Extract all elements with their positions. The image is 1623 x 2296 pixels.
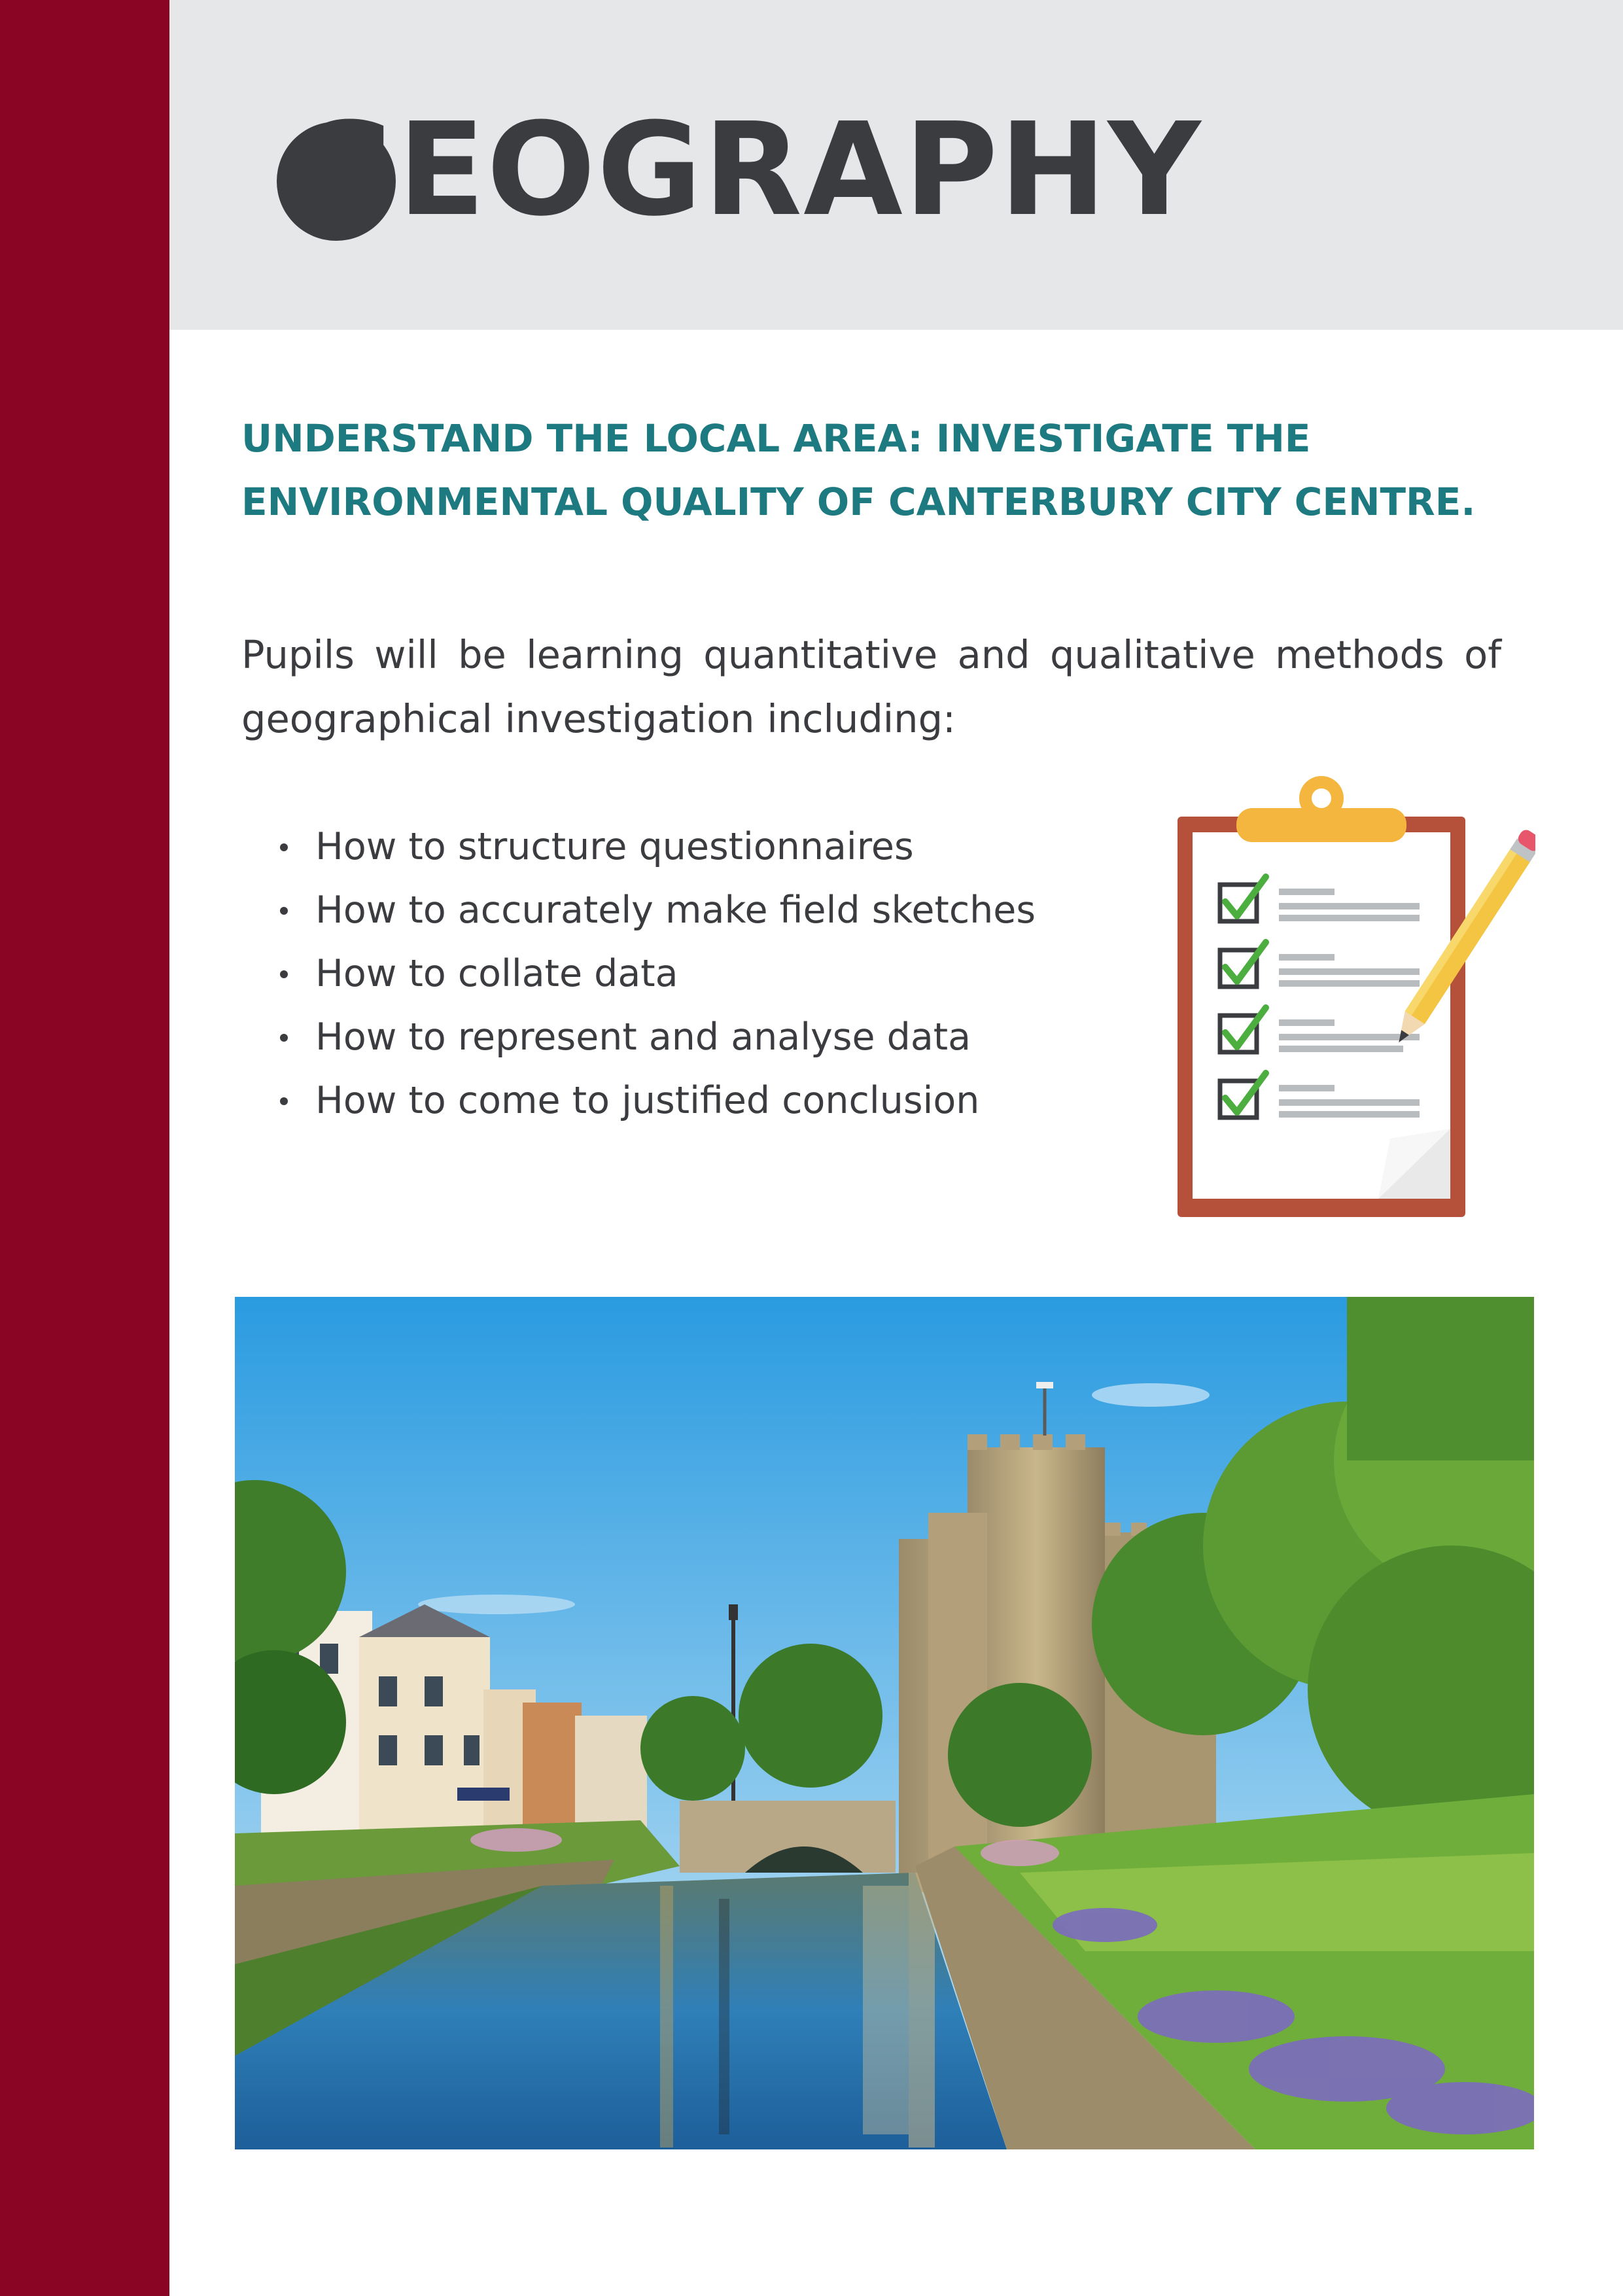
list-item: [275, 815, 1036, 879]
list-item: [275, 1006, 1036, 1069]
list-item: [275, 879, 1036, 942]
page-title: GEOGRAPHY: [291, 96, 1202, 245]
list-item: [275, 942, 1036, 1006]
list-item-text: How to come to justified conclusion: [315, 1079, 980, 1122]
list-item-text: How to accurately make field sketches: [315, 889, 1036, 932]
bullet-icon: [280, 1034, 288, 1042]
bullet-icon: [280, 970, 288, 978]
bullet-icon: [280, 907, 288, 915]
bullet-icon: [280, 843, 288, 851]
list-item-text: How to represent and analyse data: [315, 1016, 971, 1059]
list-item-text: How to structure questionnaires: [315, 825, 914, 868]
canterbury-westgate-river-photo: [235, 1297, 1534, 2149]
list-item: [275, 1069, 1036, 1133]
intro-paragraph: Pupils will be learning quantitative and qualitative methods of geographical investigation including:: [241, 632, 1501, 741]
bullet-icon: [280, 1097, 288, 1105]
sidebar-accent-bar: [0, 0, 169, 2296]
section-subtitle: UNDERSTAND THE LOCAL AREA: INVESTIGATE THE ENVIRONMENTAL QUALITY OF CANTERBURY CITY CENTRE.: [241, 416, 1476, 524]
list-item-text: How to collate data: [315, 952, 678, 995]
methods-list: [275, 815, 1036, 1133]
clipboard-checklist-icon: [1174, 772, 1535, 1224]
